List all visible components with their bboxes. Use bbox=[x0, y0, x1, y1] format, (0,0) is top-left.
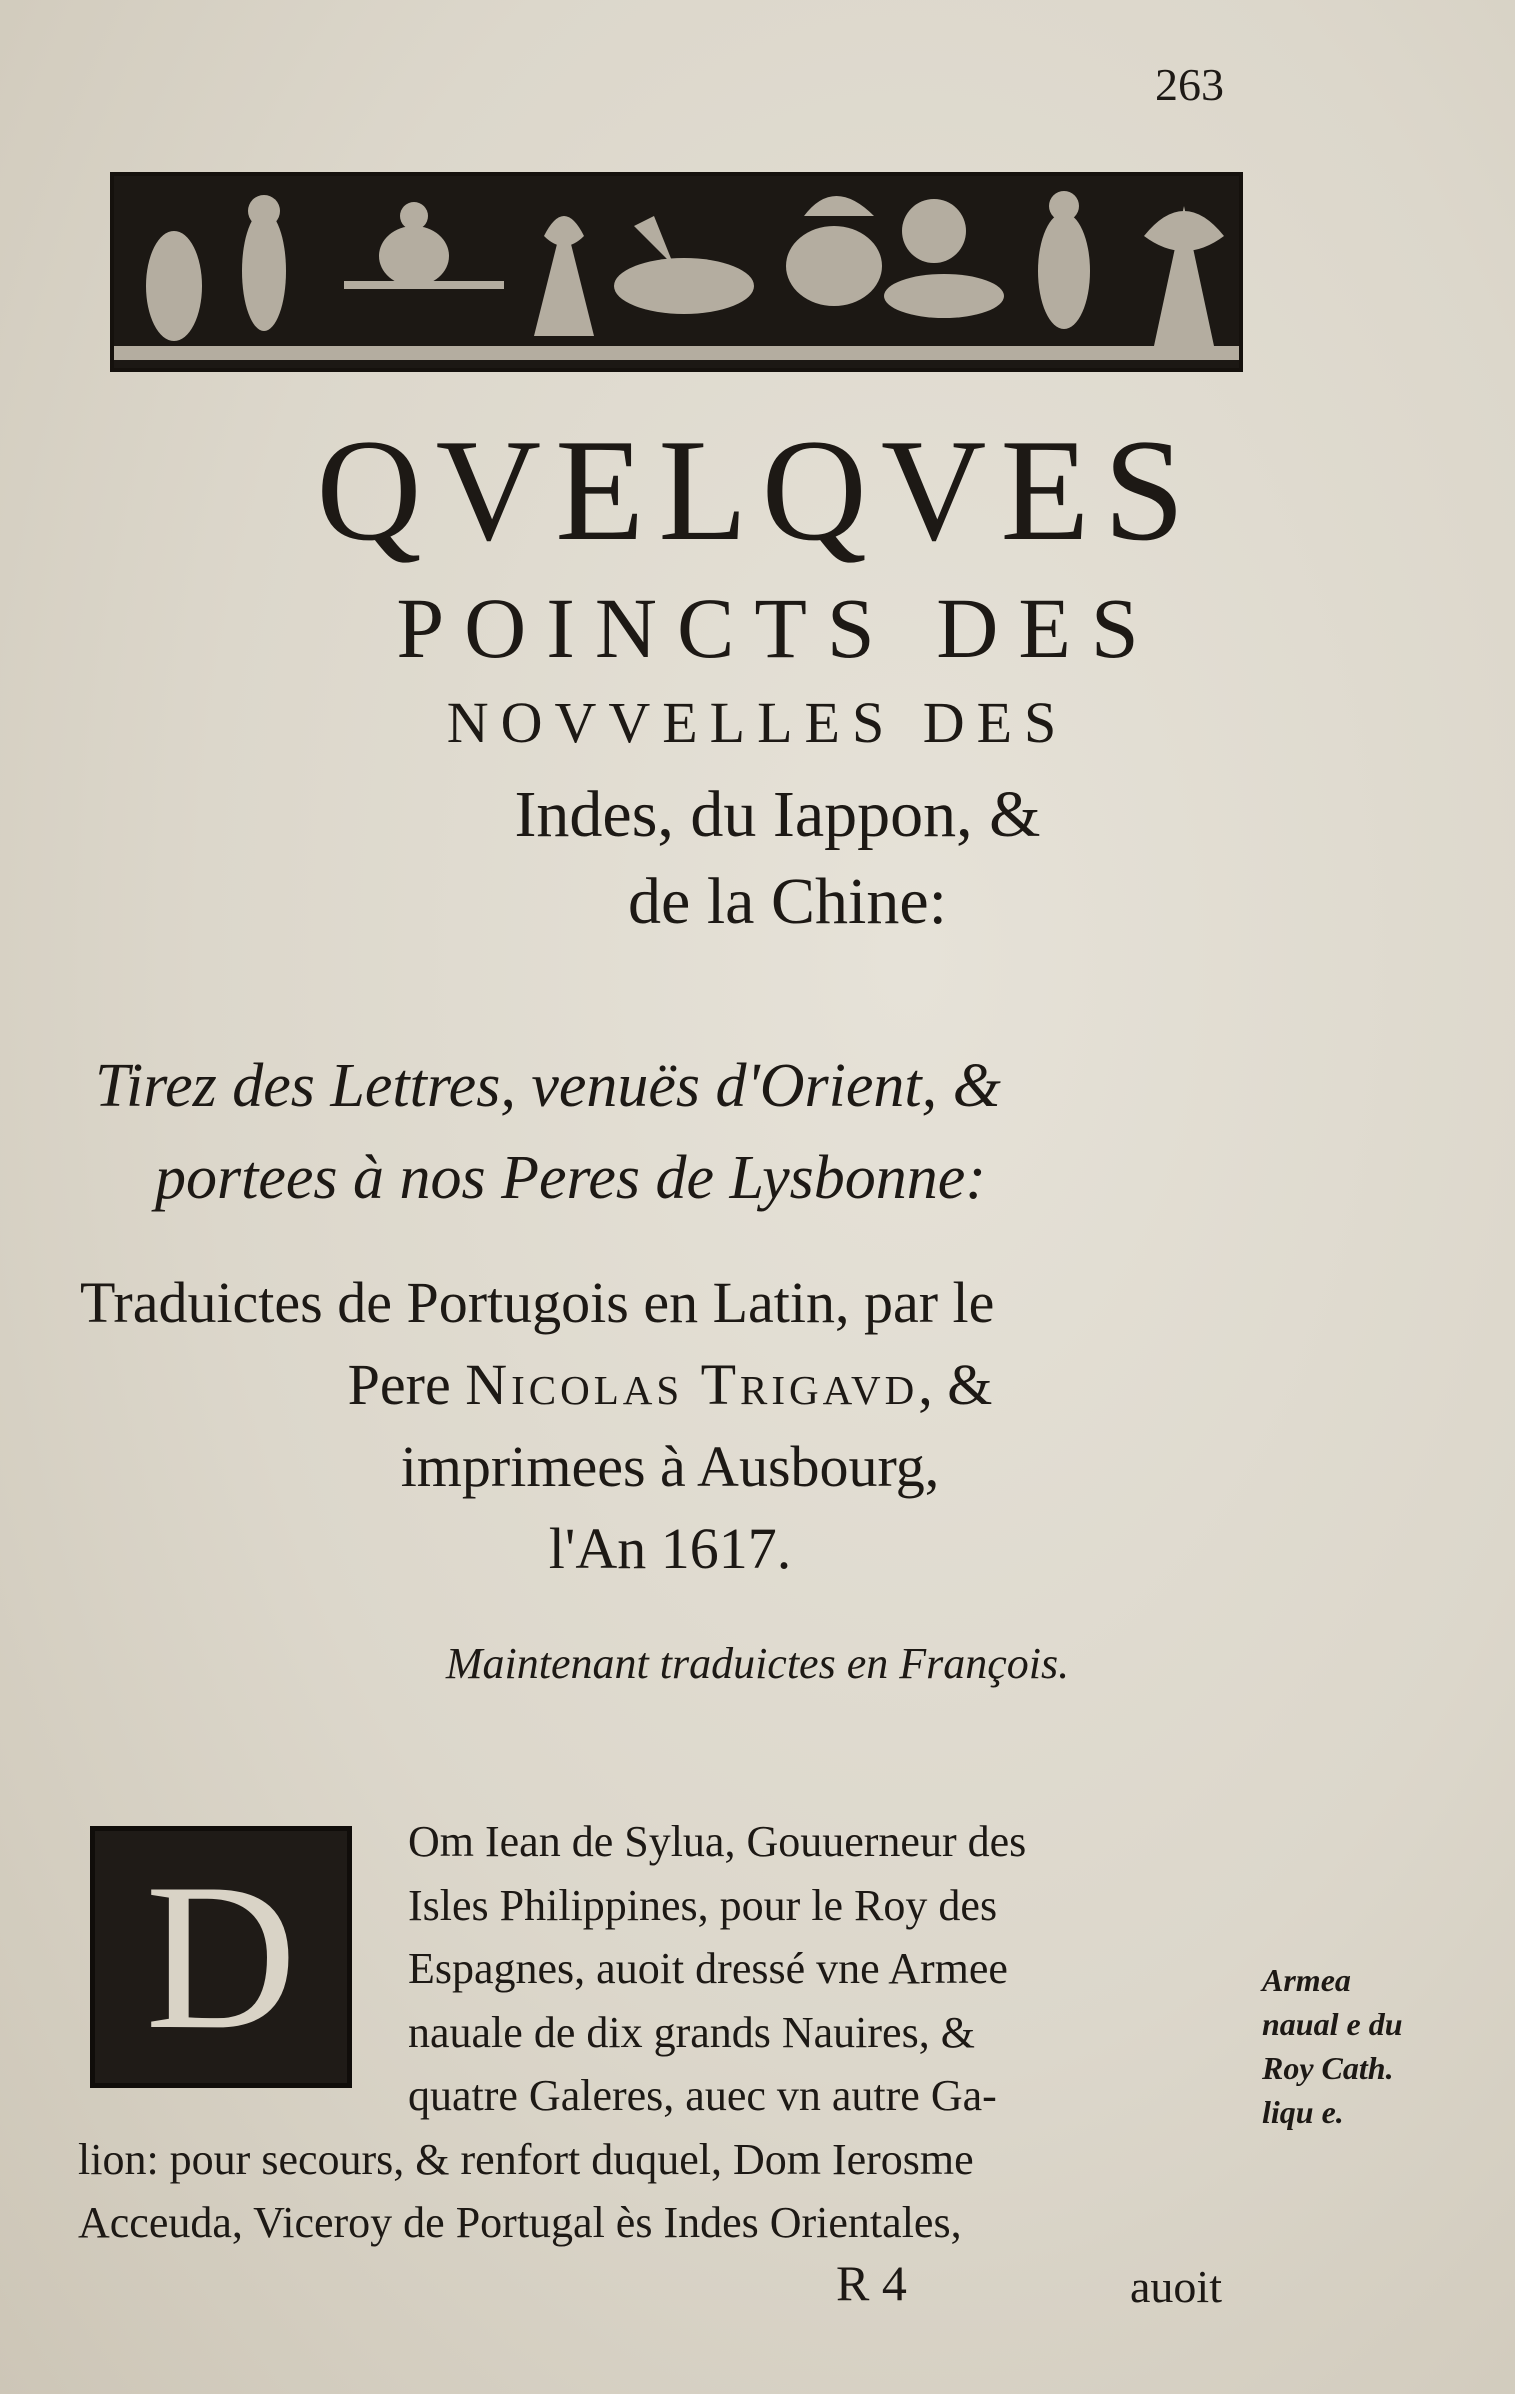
body-line: Isles Philippines, pour le Roy des bbox=[408, 1880, 998, 1930]
title-line-2: POINCTS DES bbox=[396, 580, 1159, 676]
signature-mark: R 4 bbox=[836, 2255, 907, 2311]
translation-line-1: Traduictes de Portugois en Latin, par le bbox=[80, 1270, 995, 1335]
body-line: naualе de dix grands Nauires, & bbox=[408, 2007, 975, 2057]
body-line: quatre Galeres, auec vn autre Ga- bbox=[408, 2071, 997, 2120]
sources-statement bbox=[95, 1040, 1265, 1224]
title-line-5: de la Chine: bbox=[628, 865, 947, 938]
translation-line-2 bbox=[70, 1344, 1270, 1426]
drop-cap-letter: D bbox=[145, 1840, 297, 2073]
body-paragraph bbox=[78, 1810, 1253, 2255]
translation-line-4: l'An 1617. bbox=[548, 1516, 792, 1581]
translator-name: Nicolas Trigavd bbox=[465, 1352, 919, 1417]
translation-suffix: , & bbox=[918, 1352, 993, 1417]
page-number: 263 bbox=[1155, 59, 1224, 110]
margin-note: Armea naual e du Roy Cath. liqu e. bbox=[1262, 1962, 1403, 2130]
translation-prefix: Pere bbox=[347, 1352, 451, 1417]
translation-statement bbox=[70, 1262, 1270, 1590]
translation-line-3: imprimees à Ausbourg, bbox=[400, 1434, 940, 1499]
title-line-3: NOVVELLES DES bbox=[446, 690, 1069, 755]
body-line: Om Iean de Sylua, Gouuerneur des bbox=[408, 1817, 1027, 1866]
body-line: lion: pour secours, & renfort duquel, Dom Ierosme bbox=[78, 2134, 974, 2184]
body-line: Acceuda, Viceroy de Portugal ès Indes Orientales, bbox=[78, 2198, 962, 2247]
subtitle: Maintenant traduictes en François. bbox=[445, 1639, 1070, 1688]
title-line-4: Indes, du Iappon, & bbox=[514, 778, 1041, 851]
catchword: auoit bbox=[1130, 2261, 1222, 2312]
sources-line-2: portees à nos Peres de Lysbonne: bbox=[155, 1144, 986, 1212]
sources-line-1: Tirez des Lettres, venuës d'Orient, & bbox=[95, 1052, 1001, 1120]
title-line-1: QVELQVES bbox=[316, 409, 1199, 571]
body-line: Espagnes, auoit dressé vne Armee bbox=[408, 1944, 1008, 1993]
woodcut-headpiece bbox=[110, 172, 1243, 372]
